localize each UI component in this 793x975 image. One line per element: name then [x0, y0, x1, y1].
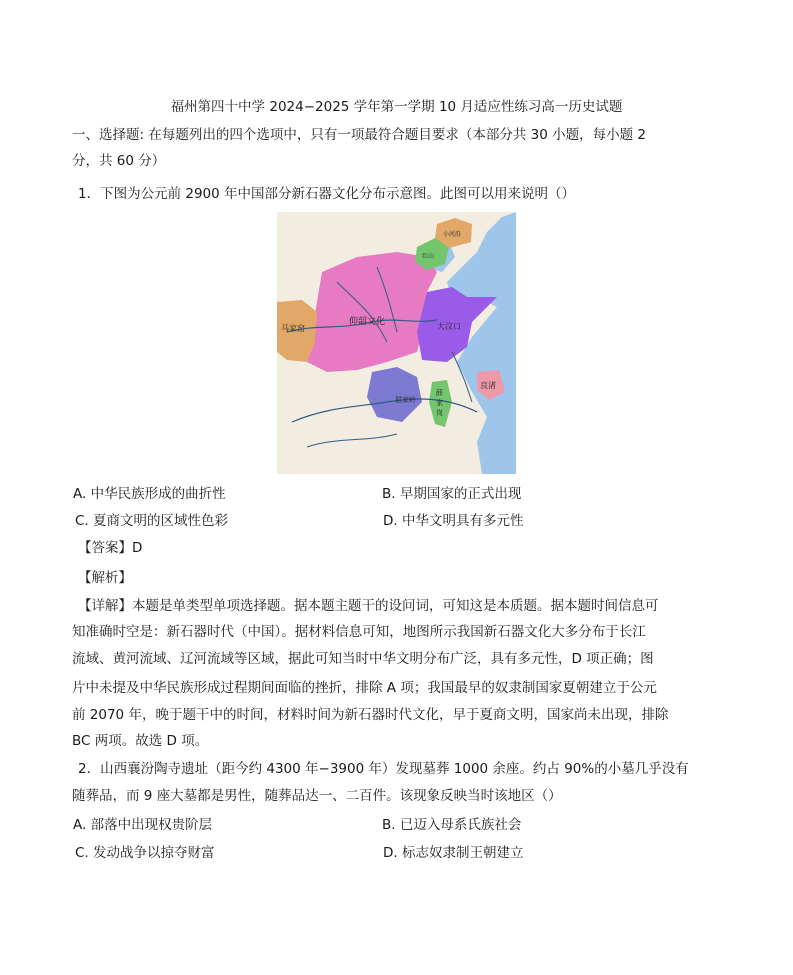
label-qujialing: 屈家岭	[395, 396, 416, 404]
section-instruction-line-1: 一、选择题: 在每题列出的四个选项中，只有一项最符合题目要求（本部分共 30 小题，每小题 2	[72, 127, 646, 143]
q2-option-c: C. 发动战争以掠夺财富	[75, 845, 215, 861]
q2-option-b: B. 已迈入母系氏族社会	[382, 817, 522, 833]
q1-detail-line-2: 知准确时空是：新石器时代（中国）。据材料信息可知，地图所示我国新石器文化大多分布于长江	[72, 624, 646, 640]
q1-detail-line-6: BC 两项。故选 D 项。	[72, 733, 209, 749]
label-liangzhu: 良渚	[480, 381, 496, 390]
label-xiaoheyan: 小河沿	[443, 231, 462, 238]
question-2-stem-line-1: 2．山西襄汾陶寺遗址（距今约 4300 年−3900 年）发现墓葬 1000 余座。约占 90%的小墓几乎没有	[78, 761, 689, 777]
page-title: 福州第四十中学 2024−2025 学年第一学期 10 月适应性练习高一历史试题	[170, 99, 623, 115]
q1-detail-line-3: 流域、黄河流域、辽河流域等区域，据此可知当时中华文明分布广泛，具有多元性，D 项正确；图	[72, 651, 654, 667]
label-majiayao: 马家窑	[281, 324, 305, 333]
q1-option-c: C. 夏商文明的区域性色彩	[75, 513, 229, 529]
q1-analysis-label: 【解析】	[78, 570, 132, 586]
label-yangshao: 仰韶文化	[349, 317, 386, 327]
q1-option-a: A. 中华民族形成的曲折性	[73, 486, 226, 502]
q1-option-b: B. 早期国家的正式出现	[382, 486, 522, 502]
q1-option-d: D. 中华文明具有多元性	[383, 513, 524, 529]
label-xuejiagang-3: 岗	[436, 409, 443, 417]
q1-detail-line-1: 【详解】本题是单类型单项选择题。据本题主题干的设问词，可知这是本质题。据本题时间信息可	[78, 598, 659, 614]
q1-detail-line-4: 片中未提及中华民族形成过程期间面临的挫折，排除 A 项；我国最早的奴隶制国家夏朝建立于公元	[72, 680, 657, 696]
label-dawenkou: 大汶口	[437, 322, 461, 331]
q2-option-d: D. 标志奴隶制王朝建立	[383, 845, 524, 861]
q1-answer: 【答案】D	[78, 540, 143, 556]
label-xuejiagang-1: 薛	[436, 389, 443, 397]
label-hongshan: 红山	[422, 253, 435, 260]
neolithic-culture-map	[277, 212, 516, 474]
q1-detail-line-5: 前 2070 年，晚于题干中的时间，材料时间为新石器时代文化，早于夏商文明，国家尚未出现，排除	[72, 707, 669, 723]
question-2-stem-line-2: 随葬品，而 9 座大墓都是男性，随葬品达一、二百件。该现象反映当时该地区（）	[72, 788, 562, 804]
label-xuejiagang-2: 家	[436, 399, 443, 407]
q2-option-a: A. 部落中出现权贵阶层	[73, 817, 213, 833]
question-1-stem: 1．下图为公元前 2900 年中国部分新石器文化分布示意图。此图可以用来说明（）	[78, 186, 576, 202]
section-instruction-line-2: 分，共 60 分）	[72, 153, 166, 169]
